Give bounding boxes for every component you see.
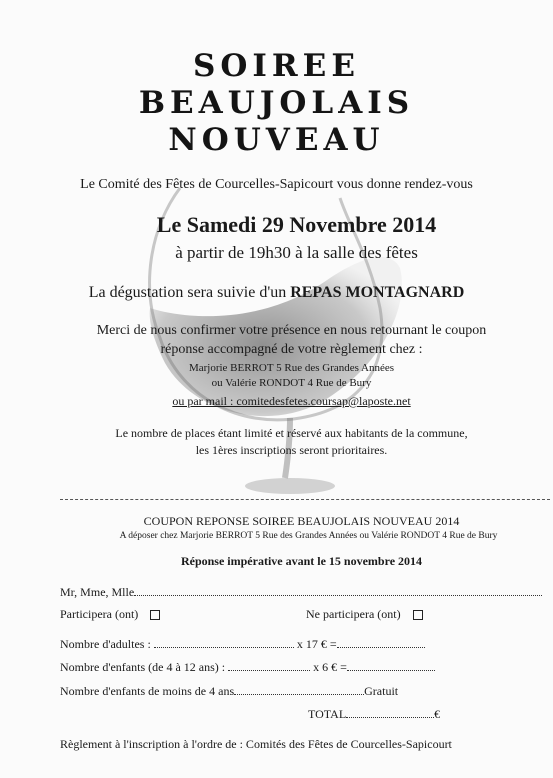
small-children-field[interactable]: [234, 694, 364, 695]
children-count-field[interactable]: [228, 670, 310, 671]
participate-checkbox[interactable]: [150, 610, 160, 620]
payment-text: Règlement à l'inscription à l'ordre de : Comités des Fêtes de Courcelles-Sapicourt: [60, 737, 452, 751]
event-date: Le Samedi 29 Novembre 2014: [156, 212, 437, 237]
total-label: TOTAL: [308, 707, 347, 721]
euro-sign: €: [434, 707, 441, 721]
adults-label: Nombre d'adultes :: [60, 637, 154, 651]
total-field[interactable]: [346, 717, 434, 718]
children-price: x 6 € =: [310, 660, 347, 674]
tasting-prefix: La dégustation sera suivie d'un: [88, 284, 291, 301]
participate-label: Participera (ont): [60, 607, 139, 621]
name-row: [60, 585, 542, 600]
coupon-deadline: Réponse impérative avant le 15 novembre 2014: [180, 554, 423, 568]
coupon-deposit: A déposer chez Marjorie BERROT 5 Rue des Grandes Années ou Valérie RONDOT 4 Rue de Bury: [119, 531, 498, 541]
small-children-row: [60, 684, 398, 699]
small-children-label: Nombre d'enfants de moins de 4 ans: [60, 684, 235, 698]
confirm-line-2: réponse accompagné de votre règlement chez :: [160, 342, 423, 357]
adults-total-field[interactable]: [337, 647, 425, 648]
not-participate-row: [306, 607, 423, 622]
coupon-title: COUPON REPONSE SOIREE BEAUJOLAIS NOUVEAU 2014: [143, 514, 460, 528]
children-label: Nombre d'enfants (de 4 à 12 ans) :: [60, 660, 229, 674]
tasting-bold: REPAS MONTAGNARD: [290, 284, 465, 301]
adults-row: [60, 637, 425, 652]
title-line-3: NOUVEAU: [168, 122, 385, 158]
total-row: [308, 707, 440, 722]
title-line-2: BEAUJOLAIS: [138, 85, 415, 121]
event-time-place: à partir de 19h30 à la salle des fêtes: [175, 243, 418, 262]
intro-text: Le Comité des Fêtes de Courcelles-Sapicourt vous donne rendez-vous: [80, 177, 473, 192]
name-label: Mr, Mme, Mlle: [60, 585, 135, 599]
adults-price: x 17 € =: [293, 637, 337, 651]
not-participate-checkbox[interactable]: [413, 610, 423, 620]
adults-count-field[interactable]: [154, 647, 294, 648]
confirm-line-3: Marjorie BERROT 5 Rue des Grandes Années: [188, 362, 395, 374]
participate-row: [60, 607, 160, 622]
name-field[interactable]: [134, 595, 542, 596]
confirm-line-4: ou Valérie RONDOT 4 Rue de Bury: [211, 377, 372, 389]
children-total-field[interactable]: [347, 670, 435, 671]
limited-line-1: Le nombre de places étant limité et réservé aux habitants de la commune,: [115, 426, 468, 440]
free-label: Gratuit: [364, 684, 399, 698]
confirm-line-1: Merci de nous confirmer votre présence en nous retournant le coupon: [96, 323, 487, 338]
tasting-text: [0, 284, 553, 302]
contact-email[interactable]: ou par mail : comitedesfetes.coursap@laposte.net: [172, 394, 411, 408]
not-participate-label: Ne participera (ont): [306, 607, 401, 621]
title-line-1: SOIREE: [193, 48, 360, 84]
cut-line: [60, 499, 550, 500]
children-row: [60, 660, 435, 675]
limited-line-2: les 1ères inscriptions seront prioritaires.: [195, 443, 388, 457]
